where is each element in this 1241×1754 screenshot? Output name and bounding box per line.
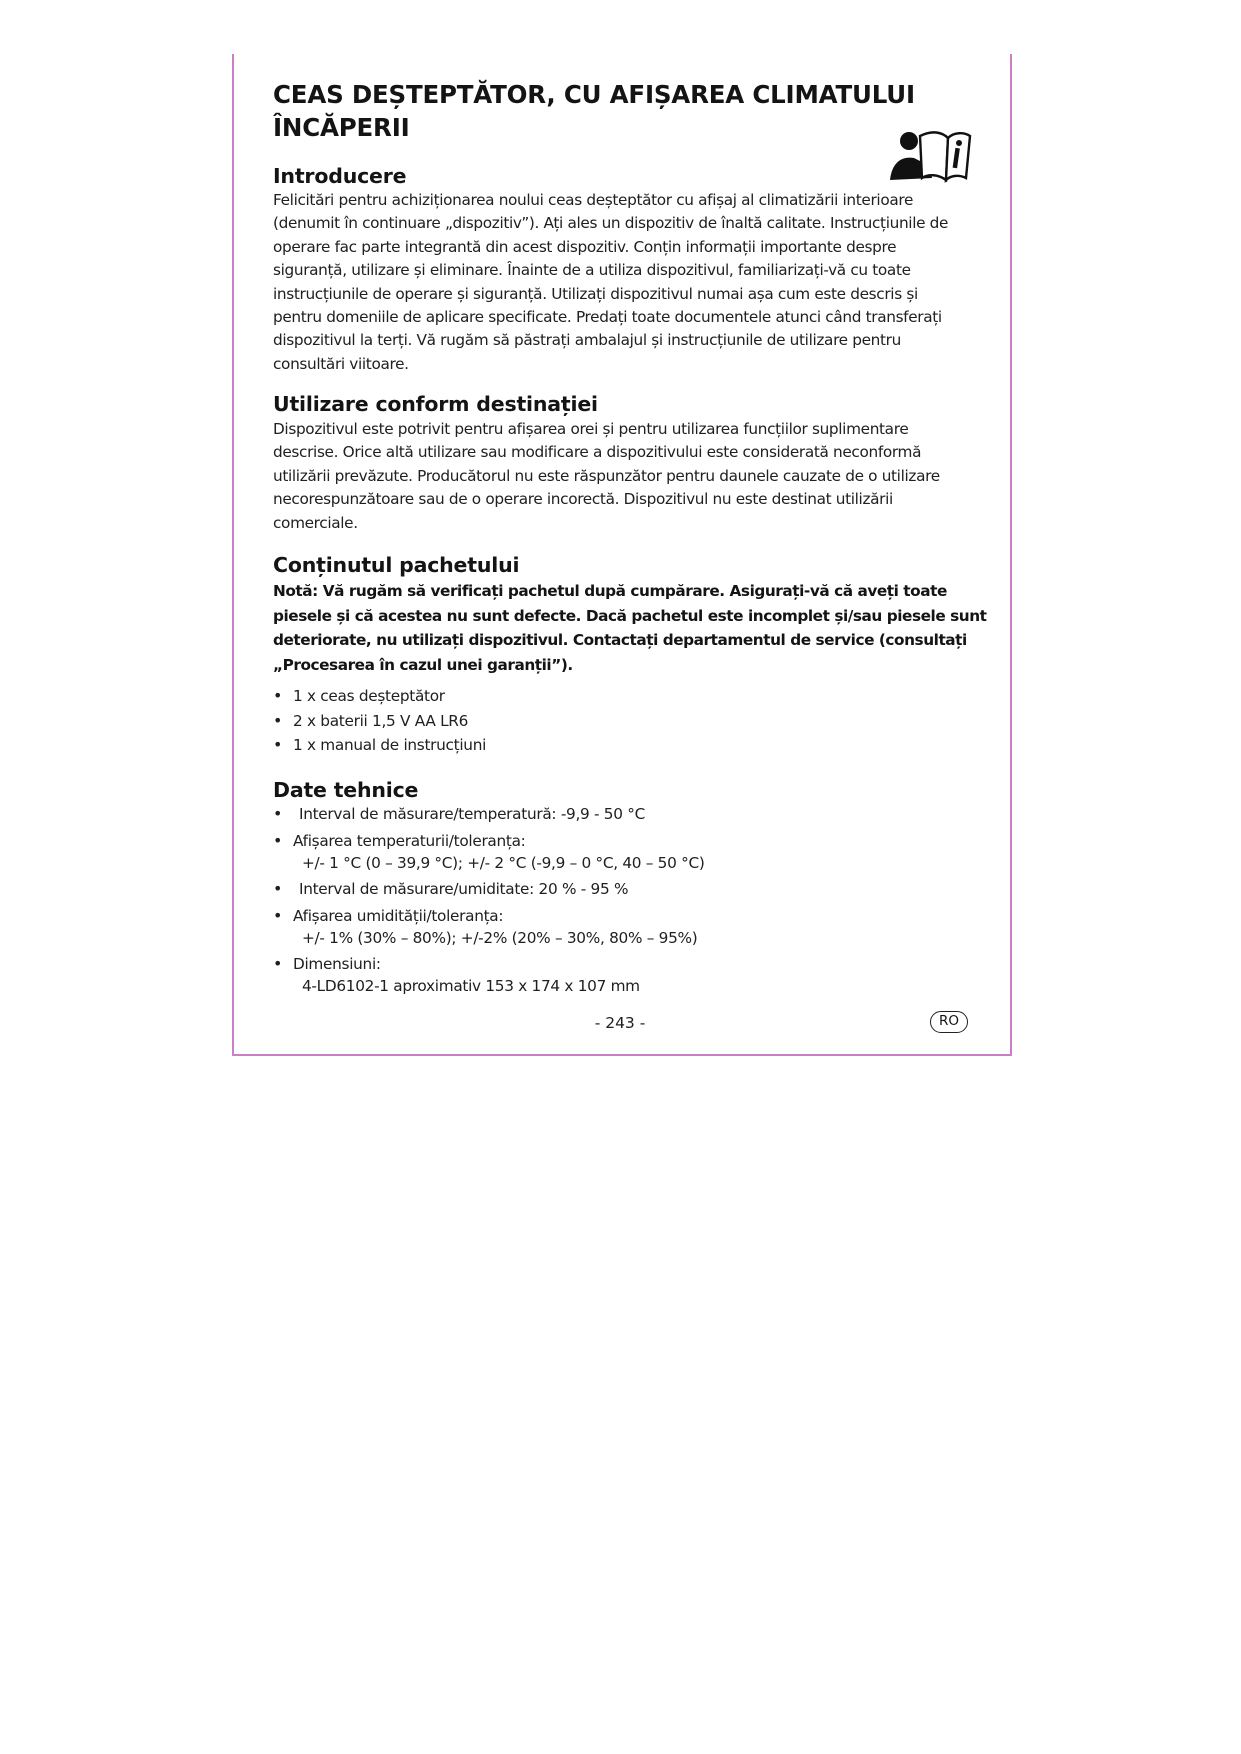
text-line: Dispozitivul este potrivit pentru afișarea orei și pentru utilizarea funcțiilor suplimentare xyxy=(273,420,909,438)
text-line: Felicitări pentru achiziționarea noului ceas deșteptător cu afișaj al climatizării interioare xyxy=(273,191,914,209)
tech-line: • Interval de măsurare/umiditate: 20 % - 95 % xyxy=(299,880,629,898)
tech-line: • Afișarea umidității/toleranța: xyxy=(293,906,504,925)
list-item: • 1 x ceas deșteptător xyxy=(273,684,486,709)
text-line: consultări viitoare. xyxy=(273,354,409,373)
list-item: • 2 x baterii 1,5 V AA LR6 xyxy=(273,709,486,734)
tech-line: • Afișarea temperaturii/toleranța: xyxy=(293,831,526,850)
read-instructions-icon xyxy=(888,128,972,186)
section-heading-contents: Conținutul pachetului xyxy=(273,553,520,577)
tech-subline: 4-LD6102-1 aproximativ 153 x 174 x 107 mm xyxy=(302,977,640,995)
text-line: comerciale. xyxy=(273,513,358,532)
text-line: piesele și că acestea nu sunt defecte. Dacă pachetul este incomplet și/sau piesele sunt xyxy=(273,606,987,625)
tech-data-list xyxy=(273,803,705,1002)
note-label: Notă: xyxy=(273,582,318,600)
page-number: - 243 - xyxy=(594,1014,646,1032)
list-item xyxy=(273,878,705,900)
tech-line: • Interval de măsurare/temperatură: -9,9 - 50 °C xyxy=(299,805,645,823)
list-item xyxy=(273,803,705,825)
language-badge: RO xyxy=(930,1011,968,1033)
text-line: Vă rugăm să verificați pachetul după cumpărare. Asigurați-vă că aveți toate xyxy=(317,582,947,600)
text-line: descrise. Orice altă utilizare sau modificare a dispozitivului este considerată neconformă xyxy=(273,443,922,462)
tech-subline: +/- 1 °C (0 – 39,9 °C); +/- 2 °C (-9,9 – 0 °C, 40 – 50 °C) xyxy=(302,853,705,872)
list-item xyxy=(273,953,705,997)
list-item xyxy=(273,905,705,949)
list-item: • 1 x manual de instrucțiuni xyxy=(273,733,486,758)
text-line: operare fac parte integrantă din acest dispozitiv. Conțin informații importante despre xyxy=(273,237,897,256)
text-line: instrucțiunile de operare și siguranță. Utilizați dispozitivul numai așa cum este descris și xyxy=(273,284,918,303)
page-title: CEAS DEȘTEPTĂTOR, CU AFIȘAREA CLIMATULUI ÎNCĂPERII xyxy=(273,80,915,142)
text-line: necorespunzătoare sau de o operare incorectă. Dispozitivul nu este destinat utilizării xyxy=(273,490,893,509)
text-line: deteriorate, nu utilizați dispozitivul. Contactați departamentul de service (consultați xyxy=(273,631,967,649)
text-line: siguranță, utilizare și eliminare. Înainte de a utiliza dispozitivul, familiarizați-vă cu toate xyxy=(273,261,911,280)
text-line: dispozitivul la terți. Vă rugăm să păstrați ambalajul și instrucțiunile de utilizare pentru xyxy=(273,331,901,350)
text-line: utilizării prevăzute. Producătorul nu este răspunzător pentru daunele cauzate de o utilizare xyxy=(273,466,940,485)
tech-subline: +/- 1% (30% – 80%); +/-2% (20% – 30%, 80% – 95%) xyxy=(302,928,698,947)
section-heading-tech: Date tehnice xyxy=(273,778,419,802)
intro-paragraph xyxy=(273,189,973,376)
list-item xyxy=(273,830,705,874)
text-line: „Procesarea în cazul unei garanții”). xyxy=(273,655,573,674)
text-line: pentru domeniile de aplicare specificate. Predați toate documentele atunci când transferați xyxy=(273,308,942,327)
text-line: (denumit în continuare „dispozitiv”). Ați ales un dispozitiv de înaltă calitate. Instrucțiunile de xyxy=(273,214,949,233)
section-heading-usage: Utilizare conform destinației xyxy=(273,392,598,416)
note-paragraph xyxy=(273,579,987,677)
package-contents-list xyxy=(273,684,486,758)
usage-paragraph xyxy=(273,418,973,535)
section-heading-intro: Introducere xyxy=(273,164,407,188)
tech-line: • Dimensiuni: xyxy=(293,955,381,973)
